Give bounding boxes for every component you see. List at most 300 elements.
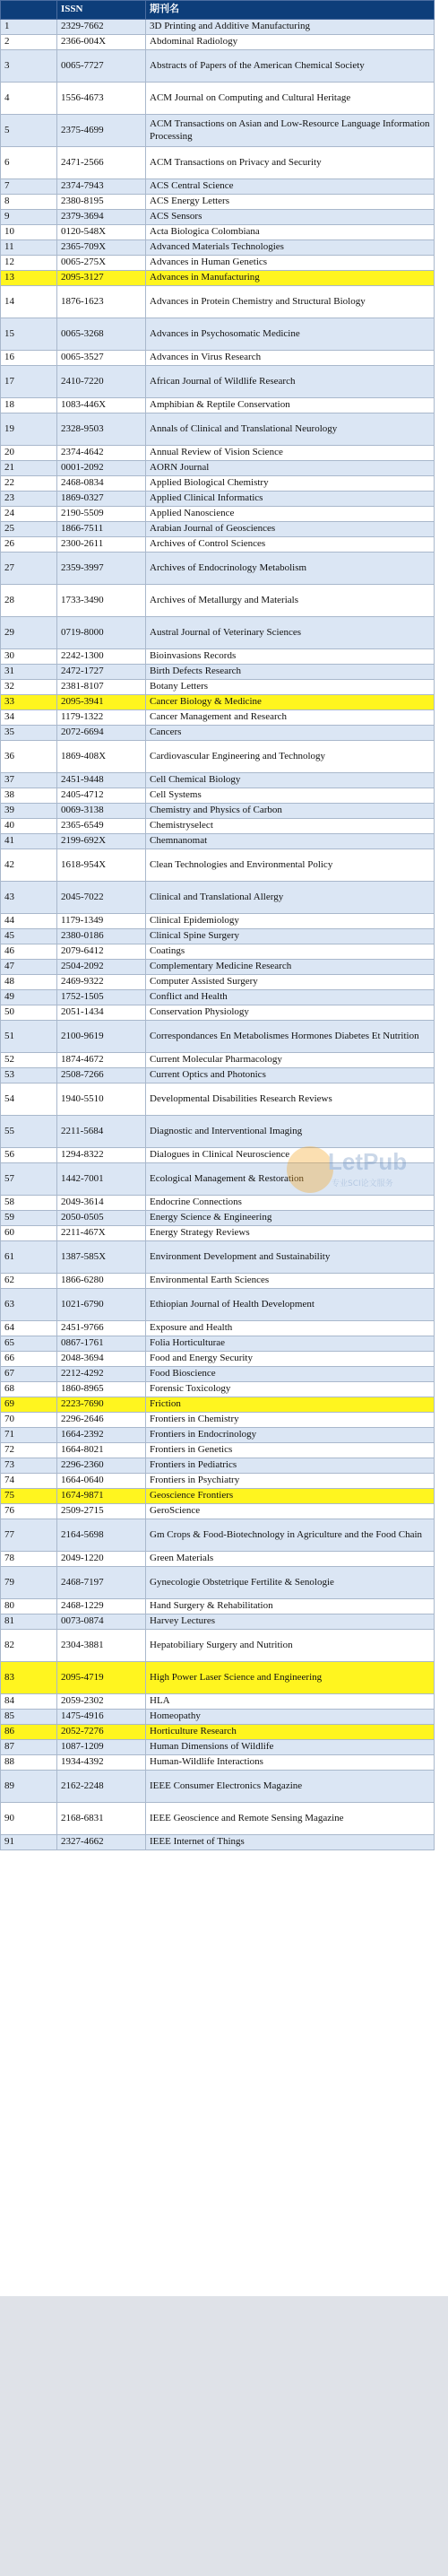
row-number: 53 xyxy=(1,1068,57,1083)
row-issn: 2048-3694 xyxy=(57,1352,146,1367)
row-journal-name: Amphibian & Reptile Conservation xyxy=(146,398,435,413)
row-journal-name: Frontiers in Endocrinology xyxy=(146,1428,435,1443)
row-number: 62 xyxy=(1,1274,57,1289)
row-journal-name: ACS Sensors xyxy=(146,210,435,225)
table-row xyxy=(1,726,435,741)
row-issn: 2095-3941 xyxy=(57,695,146,710)
row-issn: 2162-2248 xyxy=(57,1771,146,1803)
row-journal-name: Archives of Endocrinology Metabolism xyxy=(146,553,435,585)
row-issn: 2469-9322 xyxy=(57,975,146,990)
row-number: 47 xyxy=(1,960,57,975)
row-journal-name: Acta Biologica Colombiana xyxy=(146,225,435,240)
watermark-tagline: 专业SCI论文服务 xyxy=(332,1179,393,1188)
row-number: 38 xyxy=(1,788,57,804)
row-issn: 2296-2360 xyxy=(57,1458,146,1474)
row-issn: 2379-3694 xyxy=(57,210,146,225)
row-journal-name: Advances in Psychosomatic Medicine xyxy=(146,318,435,351)
row-journal-name: Advances in Virus Research xyxy=(146,351,435,366)
row-issn: 2468-1229 xyxy=(57,1599,146,1614)
row-number: 24 xyxy=(1,507,57,522)
row-number: 52 xyxy=(1,1053,57,1068)
table-row xyxy=(1,882,435,914)
table-row xyxy=(1,286,435,318)
row-number: 45 xyxy=(1,929,57,944)
row-number: 12 xyxy=(1,256,57,271)
row-issn: 2472-1727 xyxy=(57,665,146,680)
table-row xyxy=(1,804,435,819)
table-row xyxy=(1,1352,435,1367)
row-number: 89 xyxy=(1,1771,57,1803)
row-number: 33 xyxy=(1,695,57,710)
table-row xyxy=(1,271,435,286)
table-row xyxy=(1,1803,435,1835)
row-journal-name: Applied Nanoscience xyxy=(146,507,435,522)
row-issn: 1869-0327 xyxy=(57,492,146,507)
table-row xyxy=(1,210,435,225)
row-number: 42 xyxy=(1,849,57,882)
row-issn: 2329-7662 xyxy=(57,20,146,35)
table-row xyxy=(1,413,435,446)
table-row xyxy=(1,1226,435,1241)
row-issn: 1087-1209 xyxy=(57,1740,146,1755)
row-number: 90 xyxy=(1,1803,57,1835)
row-journal-name: Environment Development and Sustainability xyxy=(146,1241,435,1274)
table-row xyxy=(1,914,435,929)
table-row xyxy=(1,398,435,413)
table-row xyxy=(1,1397,435,1413)
row-issn: 2380-8195 xyxy=(57,195,146,210)
table-row xyxy=(1,975,435,990)
table-row xyxy=(1,115,435,147)
table-row xyxy=(1,819,435,834)
row-issn: 2471-2566 xyxy=(57,147,146,179)
header-number xyxy=(1,1,57,20)
row-number: 14 xyxy=(1,286,57,318)
table-row xyxy=(1,1630,435,1662)
table-row xyxy=(1,1740,435,1755)
table-row xyxy=(1,1367,435,1382)
table-row xyxy=(1,1662,435,1694)
row-issn: 2051-1434 xyxy=(57,1005,146,1021)
row-issn: 1083-446X xyxy=(57,398,146,413)
row-issn: 2509-2715 xyxy=(57,1504,146,1519)
row-journal-name: IEEE Consumer Electronics Magazine xyxy=(146,1771,435,1803)
row-journal-name: Gynecologie Obstetrique Fertilite & Senologie xyxy=(146,1567,435,1599)
row-issn: 2375-4699 xyxy=(57,115,146,147)
row-number: 11 xyxy=(1,240,57,256)
row-number: 50 xyxy=(1,1005,57,1021)
row-journal-name: ACM Transactions on Asian and Low-Resource Language Information Processing xyxy=(146,115,435,147)
row-issn: 2049-1220 xyxy=(57,1552,146,1567)
row-journal-name: Human-Wildlife Interactions xyxy=(146,1755,435,1771)
row-journal-name: Complementary Medicine Research xyxy=(146,960,435,975)
row-issn: 1752-1505 xyxy=(57,990,146,1005)
table-row xyxy=(1,522,435,537)
row-number: 44 xyxy=(1,914,57,929)
row-journal-name: Correspondances En Metabolismes Hormones Diabetes Et Nutrition xyxy=(146,1021,435,1053)
table-row xyxy=(1,1053,435,1068)
row-number: 18 xyxy=(1,398,57,413)
row-journal-name: 3D Printing and Additive Manufacturing xyxy=(146,20,435,35)
row-issn: 2365-6549 xyxy=(57,819,146,834)
row-number: 41 xyxy=(1,834,57,849)
row-number: 75 xyxy=(1,1489,57,1504)
table-row xyxy=(1,507,435,522)
row-number: 25 xyxy=(1,522,57,537)
row-journal-name: African Journal of Wildlife Research xyxy=(146,366,435,398)
row-number: 15 xyxy=(1,318,57,351)
row-journal-name: Botany Letters xyxy=(146,680,435,695)
row-journal-name: Applied Biological Chemistry xyxy=(146,476,435,492)
row-number: 91 xyxy=(1,1835,57,1850)
row-issn: 0065-3527 xyxy=(57,351,146,366)
row-issn: 2095-3127 xyxy=(57,271,146,286)
row-journal-name: Cell Systems xyxy=(146,788,435,804)
row-number: 29 xyxy=(1,617,57,649)
row-issn: 1934-4392 xyxy=(57,1755,146,1771)
table-row xyxy=(1,476,435,492)
table-row xyxy=(1,695,435,710)
row-issn: 2374-7943 xyxy=(57,179,146,195)
row-journal-name: Environmental Earth Sciences xyxy=(146,1274,435,1289)
row-journal-name: Harvey Lectures xyxy=(146,1614,435,1630)
row-issn: 2328-9503 xyxy=(57,413,146,446)
table-row xyxy=(1,351,435,366)
row-issn: 1940-5510 xyxy=(57,1083,146,1116)
table-row xyxy=(1,741,435,773)
table-row xyxy=(1,1211,435,1226)
row-journal-name: Conflict and Health xyxy=(146,990,435,1005)
row-journal-name: Applied Clinical Informatics xyxy=(146,492,435,507)
row-journal-name: Clinical Epidemiology xyxy=(146,914,435,929)
row-number: 54 xyxy=(1,1083,57,1116)
table-row xyxy=(1,1413,435,1428)
row-issn: 1860-8965 xyxy=(57,1382,146,1397)
row-issn: 2504-2092 xyxy=(57,960,146,975)
row-issn: 2052-7276 xyxy=(57,1725,146,1740)
row-issn: 0065-3268 xyxy=(57,318,146,351)
row-issn: 2045-7022 xyxy=(57,882,146,914)
row-number: 60 xyxy=(1,1226,57,1241)
row-issn: 2508-7266 xyxy=(57,1068,146,1083)
row-number: 55 xyxy=(1,1116,57,1148)
row-journal-name: HLA xyxy=(146,1694,435,1710)
row-issn: 0073-0874 xyxy=(57,1614,146,1630)
row-journal-name: Coatings xyxy=(146,944,435,960)
row-number: 79 xyxy=(1,1567,57,1599)
row-number: 27 xyxy=(1,553,57,585)
row-issn: 2451-9766 xyxy=(57,1321,146,1336)
row-number: 48 xyxy=(1,975,57,990)
row-number: 5 xyxy=(1,115,57,147)
row-journal-name: IEEE Internet of Things xyxy=(146,1835,435,1850)
table-row xyxy=(1,1443,435,1458)
row-journal-name: Cell Chemical Biology xyxy=(146,773,435,788)
row-number: 77 xyxy=(1,1519,57,1552)
row-number: 31 xyxy=(1,665,57,680)
row-journal-name: Exposure and Health xyxy=(146,1321,435,1336)
row-journal-name: Frontiers in Genetics xyxy=(146,1443,435,1458)
row-number: 49 xyxy=(1,990,57,1005)
row-journal-name: Friction xyxy=(146,1397,435,1413)
row-issn: 2223-7690 xyxy=(57,1397,146,1413)
row-number: 40 xyxy=(1,819,57,834)
row-number: 80 xyxy=(1,1599,57,1614)
row-issn: 2405-4712 xyxy=(57,788,146,804)
row-number: 19 xyxy=(1,413,57,446)
row-journal-name: Human Dimensions of Wildlife xyxy=(146,1740,435,1755)
row-issn: 1733-3490 xyxy=(57,585,146,617)
row-issn: 2374-4642 xyxy=(57,446,146,461)
table-row xyxy=(1,944,435,960)
row-number: 56 xyxy=(1,1148,57,1163)
row-issn: 0065-7727 xyxy=(57,50,146,83)
table-row xyxy=(1,1274,435,1289)
row-journal-name: Birth Defects Research xyxy=(146,665,435,680)
row-journal-name: Green Materials xyxy=(146,1552,435,1567)
row-number: 16 xyxy=(1,351,57,366)
row-journal-name: Endocrine Connections xyxy=(146,1196,435,1211)
row-issn: 2211-5684 xyxy=(57,1116,146,1148)
table-row xyxy=(1,788,435,804)
table-row xyxy=(1,240,435,256)
row-issn: 1866-7511 xyxy=(57,522,146,537)
row-journal-name: Dialogues in Clinical Neuroscience xyxy=(146,1148,435,1163)
row-number: 10 xyxy=(1,225,57,240)
table-row xyxy=(1,960,435,975)
table-row xyxy=(1,990,435,1005)
row-number: 26 xyxy=(1,537,57,553)
row-journal-name: GeroScience xyxy=(146,1504,435,1519)
row-issn: 2050-0505 xyxy=(57,1211,146,1226)
row-journal-name: Horticulture Research xyxy=(146,1725,435,1740)
row-journal-name: Advances in Protein Chemistry and Structural Biology xyxy=(146,286,435,318)
row-issn: 1179-1349 xyxy=(57,914,146,929)
row-issn: 2211-467X xyxy=(57,1226,146,1241)
row-issn: 2304-3881 xyxy=(57,1630,146,1662)
row-journal-name: Ethiopian Journal of Health Development xyxy=(146,1289,435,1321)
table-row xyxy=(1,461,435,476)
row-issn: 1874-4672 xyxy=(57,1053,146,1068)
row-issn: 0069-3138 xyxy=(57,804,146,819)
row-number: 57 xyxy=(1,1163,57,1196)
row-journal-name: Advances in Human Genetics xyxy=(146,256,435,271)
row-number: 4 xyxy=(1,83,57,115)
row-journal-name: Cancer Biology & Medicine xyxy=(146,695,435,710)
row-issn: 0065-275X xyxy=(57,256,146,271)
row-issn: 1475-4916 xyxy=(57,1710,146,1725)
row-number: 58 xyxy=(1,1196,57,1211)
row-journal-name: Energy Strategy Reviews xyxy=(146,1226,435,1241)
row-number: 22 xyxy=(1,476,57,492)
row-journal-name: Homeopathy xyxy=(146,1710,435,1725)
row-journal-name: Annals of Clinical and Translational Neurology xyxy=(146,413,435,446)
row-number: 6 xyxy=(1,147,57,179)
row-journal-name: Geoscience Frontiers xyxy=(146,1489,435,1504)
row-issn: 2212-4292 xyxy=(57,1367,146,1382)
row-number: 86 xyxy=(1,1725,57,1740)
row-issn: 1294-8322 xyxy=(57,1148,146,1163)
row-number: 65 xyxy=(1,1336,57,1352)
row-issn: 2468-7197 xyxy=(57,1567,146,1599)
row-issn: 1866-6280 xyxy=(57,1274,146,1289)
row-journal-name: Annual Review of Vision Science xyxy=(146,446,435,461)
row-number: 81 xyxy=(1,1614,57,1630)
table-row xyxy=(1,1835,435,1850)
table-row xyxy=(1,1196,435,1211)
row-issn: 2410-7220 xyxy=(57,366,146,398)
row-issn: 2300-2611 xyxy=(57,537,146,553)
row-issn: 1876-1623 xyxy=(57,286,146,318)
journal-table-body xyxy=(1,20,435,1850)
row-journal-name: Energy Science & Engineering xyxy=(146,1211,435,1226)
table-row xyxy=(1,1428,435,1443)
row-issn: 2327-4662 xyxy=(57,1835,146,1850)
row-issn: 2049-3614 xyxy=(57,1196,146,1211)
row-journal-name: Gm Crops & Food-Biotechnology in Agriculture and the Food Chain xyxy=(146,1519,435,1552)
row-issn: 1021-6790 xyxy=(57,1289,146,1321)
header-journal-name: 期刊名 xyxy=(146,1,435,20)
row-number: 9 xyxy=(1,210,57,225)
row-issn: 2100-9619 xyxy=(57,1021,146,1053)
row-number: 30 xyxy=(1,649,57,665)
row-number: 3 xyxy=(1,50,57,83)
row-journal-name: Frontiers in Psychiatry xyxy=(146,1474,435,1489)
table-row xyxy=(1,710,435,726)
table-row xyxy=(1,1504,435,1519)
row-journal-name: Forensic Toxicology xyxy=(146,1382,435,1397)
row-journal-name: ACS Energy Letters xyxy=(146,195,435,210)
row-journal-name: Diagnostic and Interventional Imaging xyxy=(146,1116,435,1148)
table-row xyxy=(1,446,435,461)
row-number: 63 xyxy=(1,1289,57,1321)
row-issn: 2072-6694 xyxy=(57,726,146,741)
table-row xyxy=(1,492,435,507)
row-number: 36 xyxy=(1,741,57,773)
table-row xyxy=(1,225,435,240)
row-issn: 2359-3997 xyxy=(57,553,146,585)
table-row xyxy=(1,1771,435,1803)
row-journal-name: Folia Horticulturae xyxy=(146,1336,435,1352)
table-row xyxy=(1,1148,435,1163)
row-issn: 1387-585X xyxy=(57,1241,146,1274)
table-row xyxy=(1,147,435,179)
header-issn: ISSN xyxy=(57,1,146,20)
table-row xyxy=(1,617,435,649)
table-row xyxy=(1,318,435,351)
table-row xyxy=(1,929,435,944)
row-journal-name: Cancer Management and Research xyxy=(146,710,435,726)
row-number: 72 xyxy=(1,1443,57,1458)
row-journal-name: Current Molecular Pharmacology xyxy=(146,1053,435,1068)
table-row xyxy=(1,35,435,50)
row-number: 2 xyxy=(1,35,57,50)
table-row xyxy=(1,849,435,882)
table-row xyxy=(1,1321,435,1336)
table-row xyxy=(1,1336,435,1352)
row-journal-name: Cardiovascular Engineering and Technology xyxy=(146,741,435,773)
row-journal-name: Clean Technologies and Environmental Policy xyxy=(146,849,435,882)
row-issn: 1674-9871 xyxy=(57,1489,146,1504)
table-row xyxy=(1,665,435,680)
row-number: 43 xyxy=(1,882,57,914)
row-journal-name: Food Bioscience xyxy=(146,1367,435,1382)
row-issn: 2296-2646 xyxy=(57,1413,146,1428)
table-row xyxy=(1,20,435,35)
row-number: 39 xyxy=(1,804,57,819)
row-issn: 1179-1322 xyxy=(57,710,146,726)
row-journal-name: Food and Energy Security xyxy=(146,1352,435,1367)
row-number: 70 xyxy=(1,1413,57,1428)
table-row xyxy=(1,1116,435,1148)
row-number: 23 xyxy=(1,492,57,507)
row-journal-name: Clinical Spine Surgery xyxy=(146,929,435,944)
table-row xyxy=(1,256,435,271)
table-row xyxy=(1,585,435,617)
row-issn: 1664-8021 xyxy=(57,1443,146,1458)
row-journal-name: AORN Journal xyxy=(146,461,435,476)
row-issn: 1869-408X xyxy=(57,741,146,773)
row-journal-name: Current Optics and Photonics xyxy=(146,1068,435,1083)
row-number: 78 xyxy=(1,1552,57,1567)
table-row xyxy=(1,1241,435,1274)
table-row xyxy=(1,1519,435,1552)
row-journal-name: Abstracts of Papers of the American Chemical Society xyxy=(146,50,435,83)
row-journal-name: Archives of Metallurgy and Materials xyxy=(146,585,435,617)
row-issn: 0867-1761 xyxy=(57,1336,146,1352)
table-row xyxy=(1,1021,435,1053)
row-journal-name: Hepatobiliary Surgery and Nutrition xyxy=(146,1630,435,1662)
row-number: 76 xyxy=(1,1504,57,1519)
table-row xyxy=(1,195,435,210)
row-number: 64 xyxy=(1,1321,57,1336)
row-number: 68 xyxy=(1,1382,57,1397)
row-journal-name: High Power Laser Science and Engineering xyxy=(146,1662,435,1694)
row-number: 88 xyxy=(1,1755,57,1771)
row-number: 17 xyxy=(1,366,57,398)
row-number: 35 xyxy=(1,726,57,741)
row-number: 69 xyxy=(1,1397,57,1413)
row-number: 66 xyxy=(1,1352,57,1367)
row-issn: 2242-1300 xyxy=(57,649,146,665)
table-row xyxy=(1,1068,435,1083)
table-row xyxy=(1,1694,435,1710)
table-row xyxy=(1,1599,435,1614)
row-issn: 2190-5509 xyxy=(57,507,146,522)
row-number: 59 xyxy=(1,1211,57,1226)
row-journal-name: Conservation Physiology xyxy=(146,1005,435,1021)
row-journal-name: Advances in Manufacturing xyxy=(146,271,435,286)
row-number: 84 xyxy=(1,1694,57,1710)
table-row xyxy=(1,179,435,195)
row-issn: 2365-709X xyxy=(57,240,146,256)
row-number: 37 xyxy=(1,773,57,788)
row-number: 85 xyxy=(1,1710,57,1725)
table-header-row xyxy=(1,1,435,20)
row-journal-name: Frontiers in Pediatrics xyxy=(146,1458,435,1474)
table-row xyxy=(1,1567,435,1599)
row-number: 51 xyxy=(1,1021,57,1053)
row-issn: 2366-004X xyxy=(57,35,146,50)
row-issn: 1442-7001 xyxy=(57,1163,146,1196)
row-journal-name: Archives of Control Sciences xyxy=(146,537,435,553)
row-number: 46 xyxy=(1,944,57,960)
row-issn: 0001-2092 xyxy=(57,461,146,476)
table-row xyxy=(1,1005,435,1021)
row-journal-name: Clinical and Translational Allergy xyxy=(146,882,435,914)
row-issn: 0719-8000 xyxy=(57,617,146,649)
row-number: 1 xyxy=(1,20,57,35)
